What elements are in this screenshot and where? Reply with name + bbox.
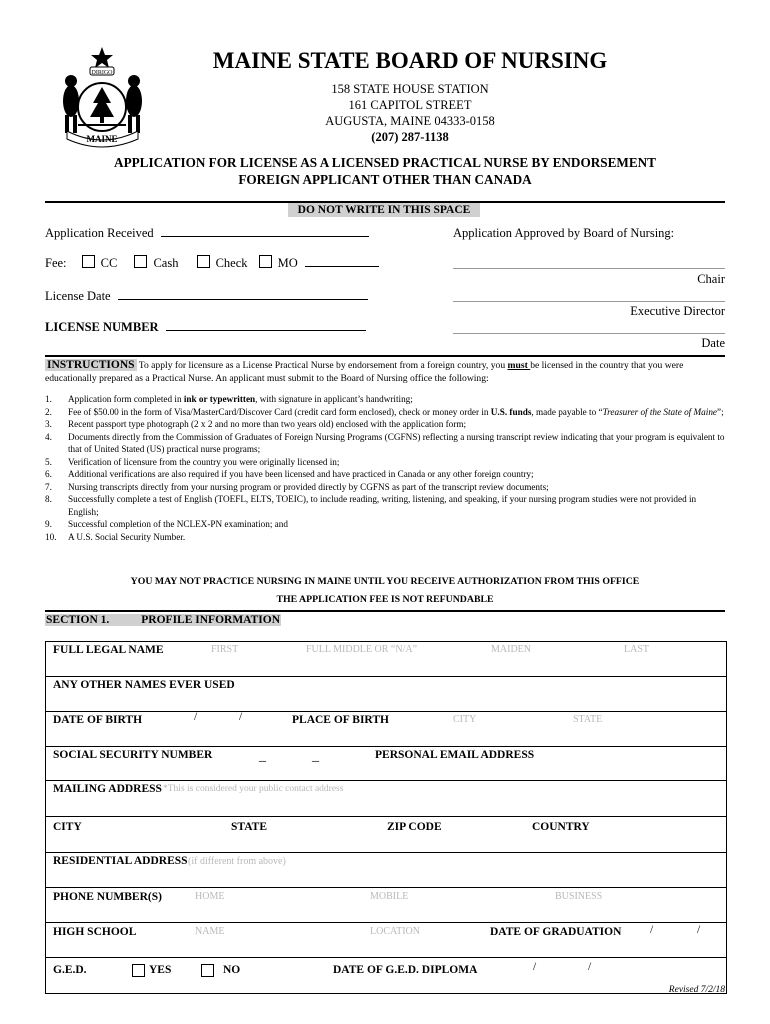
phone-mobile-hint: MOBILE (370, 891, 409, 902)
item-text: Additional verifications are also required if you have been licensed and have practiced in Canada or any other foreign country; (68, 469, 534, 479)
instructions-top-rule (45, 355, 725, 357)
instructions-text: To apply for licensure as a License Practical Nurse by endorsement from a foreign country, you (136, 360, 508, 371)
last-name-hint: LAST (624, 644, 649, 655)
ssn-label: SOCIAL SECURITY NUMBER (53, 749, 213, 761)
ged-yes-label: YES (149, 964, 172, 976)
director-signature-line (453, 301, 725, 302)
section-number: SECTION 1. (45, 614, 133, 626)
fee-row (45, 255, 379, 271)
license-number (45, 320, 366, 335)
mailing-address-row[interactable] (46, 781, 726, 817)
list-item: 10. A U.S. Social Security Number. (45, 531, 186, 542)
item-text: Successful completion of the NCLEX-PN examination; and (68, 519, 288, 529)
ged-no-label: NO (223, 964, 241, 976)
fee-check-checkbox[interactable] (197, 255, 210, 268)
email-label: PERSONAL EMAIL ADDRESS (375, 749, 535, 761)
list-item: 6. Additional verifications are also required if you have been licensed and have practiced in Canada or any other foreign country; (45, 469, 534, 479)
phone-row[interactable] (46, 888, 726, 923)
address-line: 161 CAPITOL STREET (348, 98, 472, 112)
office-use-banner: DO NOT WRITE IN THIS SPACE (288, 203, 480, 217)
license-date (45, 289, 368, 304)
phone-label: PHONE NUMBER(S) (53, 891, 162, 903)
section-title: PROFILE INFORMATION (133, 614, 281, 626)
form-title-line: APPLICATION FOR LICENSE AS A LICENSED PRACTICAL NURSE BY ENDORSEMENT (114, 155, 656, 170)
item-text: Application form completed in (68, 394, 184, 404)
residential-address-row[interactable] (46, 853, 726, 888)
item-text: Successfully complete a test of English (TOEFL, ELTS, TOEIC), to include reading, writing, listening, and speaking, if your nursing program studies were not provided in English; (68, 494, 697, 517)
instructions-list (45, 393, 725, 543)
fee-cc-checkbox[interactable] (82, 255, 95, 268)
ged-date-slash: / (588, 961, 592, 973)
revision-date: Revised 7/2/18 (668, 985, 725, 995)
residential-address-hint: (if different from above) (188, 856, 286, 867)
board-phone: (207) 287-1138 (371, 130, 449, 144)
chair-signature-line (453, 268, 725, 269)
ged-date-slash: / (533, 961, 537, 973)
list-item: 1. Application form completed in ink or typewritten, with signature in applicant’s handwriting; (45, 394, 413, 404)
item-bold: ink or typewritten (183, 394, 256, 404)
application-received-line (161, 236, 369, 237)
executive-director-label: Executive Director (630, 304, 725, 318)
approved-label: Application Approved by Board of Nursing: (453, 226, 675, 240)
item-text: Fee of $50.00 in the form of Visa/MasterCard/Discover Card (credit card form enclosed), check or money order in (68, 406, 491, 417)
address-line: AUGUSTA, MAINE 04333-0158 (325, 114, 495, 128)
board-title: MAINE STATE BOARD OF NURSING (212, 48, 608, 73)
middle-name-hint: FULL MIDDLE OR “N/A” (306, 644, 418, 655)
ged-row[interactable] (46, 958, 726, 993)
date-signature-line (453, 333, 725, 334)
other-names-row[interactable] (46, 677, 726, 712)
city-label: CITY (53, 821, 82, 833)
item-bold: U.S. funds (490, 406, 532, 417)
pob-label: PLACE OF BIRTH (292, 714, 389, 726)
item-text: , made payable to “ (531, 406, 603, 417)
state-label: STATE (231, 821, 268, 833)
pob-city-hint: CITY (453, 714, 477, 725)
country-label: COUNTRY (532, 821, 590, 833)
fee-cc-label: CC (100, 256, 118, 270)
fee-mo-label: MO (277, 256, 298, 270)
fee-mo-line (305, 266, 379, 267)
svg-text:DIRIGO: DIRIGO (91, 70, 113, 76)
other-names-label: ANY OTHER NAMES EVER USED (53, 679, 235, 691)
item-text: A U.S. Social Security Number. (68, 531, 186, 542)
license-date-label: License Date (45, 289, 111, 303)
ssn-dash: _ (259, 749, 266, 764)
graduation-date-label: DATE OF GRADUATION (490, 926, 622, 938)
phone-home-hint: HOME (195, 891, 225, 902)
fee-cash-checkbox[interactable] (134, 255, 147, 268)
practice-warning: YOU MAY NOT PRACTICE NURSING IN MAINE UNTIL YOU RECEIVE AUTHORIZATION FROM THIS OFFICE (130, 576, 640, 587)
dob-slash: / (239, 711, 243, 723)
fee-check-label: Check (215, 256, 248, 270)
ssn-dash: _ (312, 749, 319, 764)
form-title-line: FOREIGN APPLICANT OTHER THAN CANADA (238, 172, 532, 187)
approval-date-label: Date (701, 336, 725, 350)
chair-label: Chair (697, 272, 725, 286)
application-received (45, 226, 369, 241)
pob-state-hint: STATE (573, 714, 603, 725)
section-top-rule (45, 610, 725, 612)
high-school-row[interactable] (46, 923, 726, 958)
dob-label: DATE OF BIRTH (53, 714, 143, 726)
instructions-text: be licensed in the country that you were educationally prepared as a Practical Nurse. An applicant must submit to the Board of Nursing office the following: (45, 360, 684, 384)
board-address (320, 81, 500, 145)
fee-cash-label: Cash (153, 256, 179, 270)
section-heading (45, 614, 281, 626)
item-text: Documents directly from the Commission of Graduates of Foreign Nursing Programs (CGFNS) reflecting a nursing transcript review indicating that your program is equivalent to that of United Stated (US) practical nurse programs; (68, 431, 725, 454)
zip-label: ZIP CODE (387, 821, 442, 833)
list-item: 7. Nursing transcripts directly from your nursing program or provided directly by CGFNS as part of the transcript review documents; (45, 481, 549, 492)
mailing-address-label: MAILING ADDRESS (53, 783, 162, 795)
high-school-location-hint: LOCATION (370, 926, 420, 937)
ged-label: G.E.D. (53, 964, 87, 976)
residential-address-label: RESIDENTIAL ADDRESS (53, 855, 188, 867)
item-text: ”; (717, 406, 724, 417)
dob-slash: / (194, 711, 198, 723)
fee-mo-checkbox[interactable] (259, 255, 272, 268)
item-text: Verification of licensure from the country you were originally licensed in; (68, 456, 340, 467)
instructions-intro (45, 359, 725, 385)
legal-name-row[interactable] (46, 642, 726, 677)
item-text: , with signature in applicant’s handwriting; (255, 394, 413, 404)
maiden-name-hint: MAIDEN (491, 644, 531, 655)
graduation-date-slash: / (650, 924, 654, 936)
form-title (45, 154, 725, 188)
high-school-label: HIGH SCHOOL (53, 926, 137, 938)
instructions-must: must (507, 360, 531, 371)
ged-date-label: DATE OF G.E.D. DIPLOMA (333, 964, 478, 976)
instructions-heading: INSTRUCTIONS (47, 359, 135, 371)
mailing-address-hint: *This is considered your public contact address (163, 784, 344, 794)
item-italic: Treasurer of the State of Maine (602, 406, 717, 417)
list-item: 9. Successful completion of the NCLEX-PN examination; and (45, 519, 288, 529)
license-date-line (118, 299, 368, 300)
phone-business-hint: BUSINESS (555, 891, 603, 902)
graduation-date-slash: / (697, 924, 701, 936)
ssn-email-row[interactable] (46, 747, 726, 781)
list-item: 3. Recent passport type photograph (2 x 2 and no more than two years old) enclosed with the application form; (45, 419, 467, 429)
city-state-row[interactable] (46, 817, 726, 853)
item-text: Recent passport type photograph (2 x 2 and no more than two years old) enclosed with the application form; (68, 419, 467, 429)
list-item: 8. Successfully complete a test of English (TOEFL, ELTS, TOEIC), to include reading, writing, listening, and speaking, if your nursing program studies were not provided in English; (45, 494, 697, 517)
item-text: Nursing transcripts directly from your nursing program or provided directly by CGFNS as part of the transcript review documents; (68, 481, 549, 492)
birth-row[interactable] (46, 712, 726, 747)
list-item: 2. Fee of $50.00 in the form of Visa/MasterCard/Discover Card (credit card form enclosed), check or money order in U.S. funds, made payable to “Treasurer of the State of Maine”; (45, 406, 724, 417)
address-line: 158 STATE HOUSE STATION (331, 82, 489, 96)
svg-text:MAINE: MAINE (86, 134, 118, 144)
legal-name-label: FULL LEGAL NAME (53, 644, 164, 656)
ged-yes-checkbox[interactable] (132, 964, 145, 977)
list-item: 4. Documents directly from the Commission of Graduates of Foreign Nursing Programs (CGFNS) reflecting a nursing transcript review indicating that your program is equivalent to that of United Stated (US) practical nurse programs; (45, 431, 725, 454)
state-seal-logo (55, 45, 150, 150)
profile-table (45, 641, 727, 994)
ged-no-checkbox[interactable] (201, 964, 214, 977)
fee-label: Fee: (45, 256, 67, 270)
license-number-label: LICENSE NUMBER (45, 320, 159, 334)
list-item: 5. Verification of licensure from the country you were originally licensed in; (45, 456, 340, 467)
fee-warning: THE APPLICATION FEE IS NOT REFUNDABLE (276, 594, 494, 605)
license-number-line (166, 330, 366, 331)
application-received-label: Application Received (45, 226, 154, 240)
high-school-name-hint: NAME (195, 926, 225, 937)
first-name-hint: FIRST (211, 644, 239, 655)
